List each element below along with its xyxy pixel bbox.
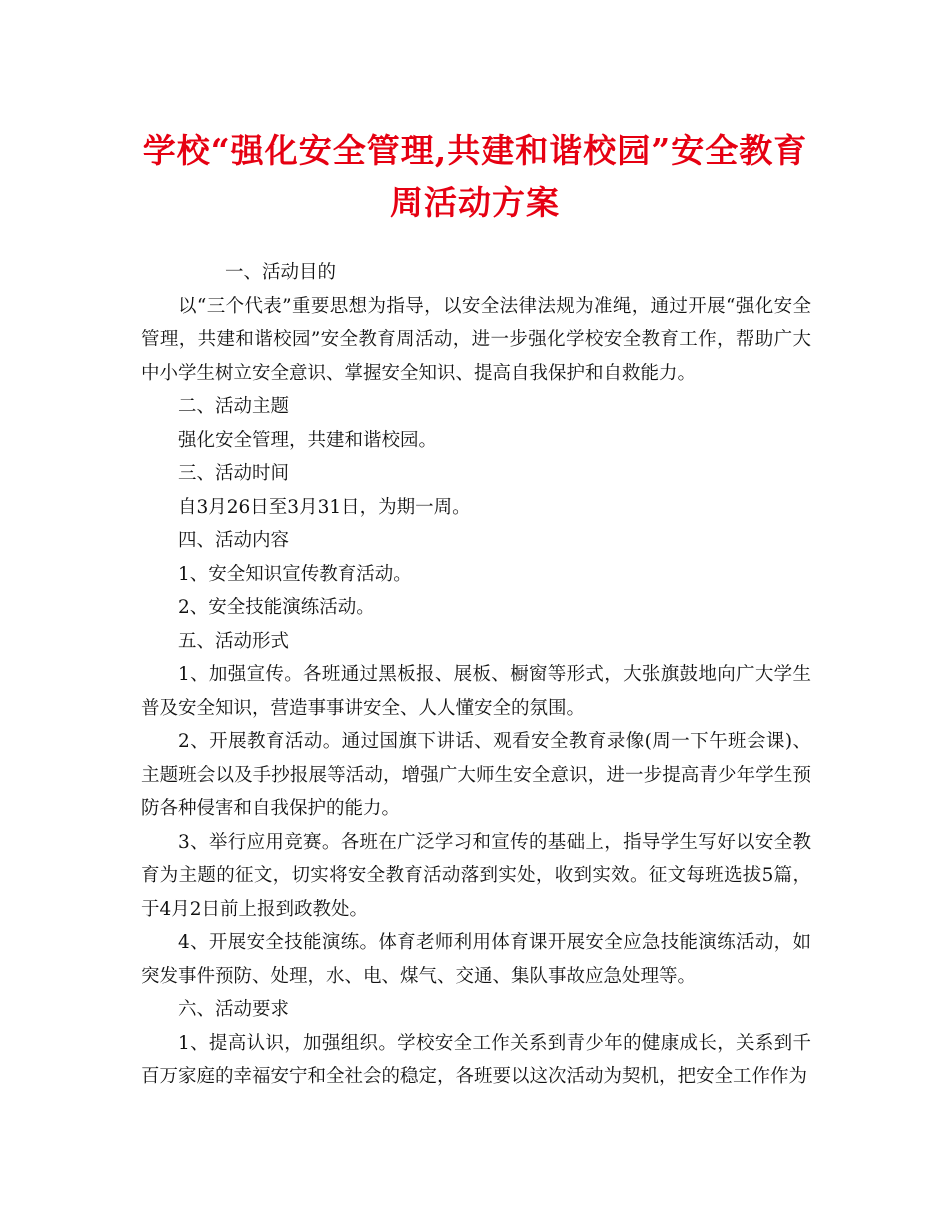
paragraph-purpose: 以“三个代表”重要思想为指导，以安全法律法规为准绳，通过开展“强化安全管理，共建和谐校园”安全教育周活动，进一步强化学校安全教育工作，帮助广大中小学生树立安全意识、掌握安全知识、提高自我保护和自救能力。 bbox=[141, 295, 811, 384]
content-item-1: 1、安全知识宣传教育活动。 bbox=[178, 563, 412, 585]
format-item-2: 2、开展教育活动。通过国旗下讲话、观看安全教育录像(周一下午班会课)、主题班会以及手抄报展等活动，增强广大师生安全意识，进一步提高青少年学生预防各种侵害和自我保护的能力。 bbox=[141, 731, 811, 819]
requirement-item-1: 1、提高认识，加强组织。学校安全工作关系到青少年的健康成长，关系到千百万家庭的幸福安宁和全社会的稳定，各班要以这次活动为契机，把安全工作作为 bbox=[141, 1032, 811, 1087]
section-heading-time: 三、活动时间 bbox=[178, 463, 290, 484]
section-heading-theme: 二、活动主题 bbox=[178, 396, 290, 417]
section-heading-requirements: 六、活动要求 bbox=[178, 999, 290, 1020]
content-item-2: 2、安全技能演练活动。 bbox=[178, 597, 375, 618]
paragraph-theme: 强化安全管理，共建和谐校园。 bbox=[178, 429, 438, 451]
document-body bbox=[141, 256, 811, 1094]
section-heading-purpose: 一、活动目的 bbox=[225, 262, 337, 283]
paragraph-time: 自3月26日至3月31日，为期一周。 bbox=[178, 496, 471, 518]
document-title: 学校“强化安全管理,共建和谐校园”安全教育周活动方案 bbox=[142, 131, 808, 222]
format-item-1: 1、加强宣传。各班通过黑板报、展板、橱窗等形式，大张旗鼓地向广大学生普及安全知识，营造事事讲安全、人人懂安全的氛围。 bbox=[141, 664, 811, 719]
section-heading-format: 五、活动形式 bbox=[178, 630, 290, 652]
format-item-3: 3、举行应用竞赛。各班在广泛学习和宣传的基础上，指导学生写好以安全教育为主题的征文，切实将安全教育活动落到实处，收到实效。征文每班选拔5篇，于4月2日前上报到政教处。 bbox=[141, 831, 811, 920]
format-item-4: 4、开展安全技能演练。体育老师利用体育课开展安全应急技能演练活动，如突发事件预防、处理，水、电、煤气、交通、集队事故应急处理等。 bbox=[141, 932, 811, 987]
section-heading-content: 四、活动内容 bbox=[178, 530, 290, 551]
